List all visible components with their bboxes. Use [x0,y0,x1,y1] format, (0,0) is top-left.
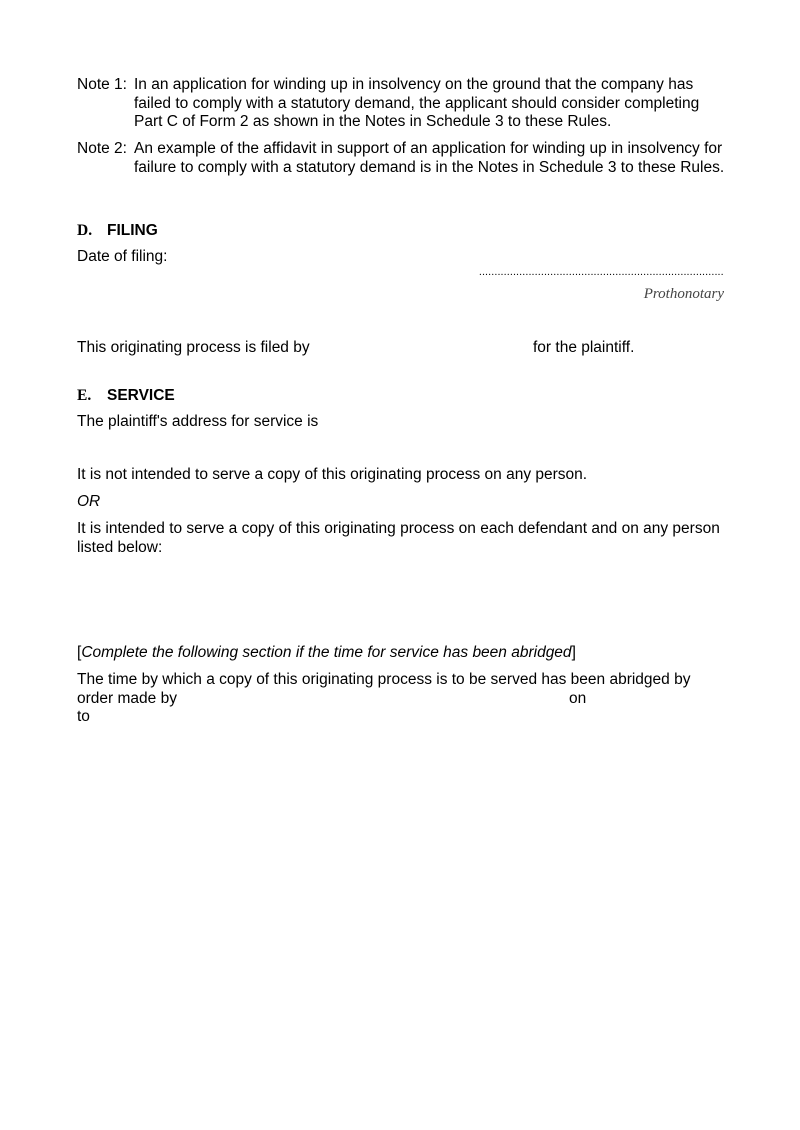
for-plaintiff-label: for the plaintiff. [533,339,635,356]
note-1-text: In an application for winding up in insolvency on the ground that the company has failed to comply with a statutory demand, the applicant should consider completing Part C of Form 2 as shown in the Notes in Schedule 3 to these Rules. [134,76,700,130]
note-2 [77,140,727,177]
abridged-instruction [77,644,576,662]
bracket-close: ] [571,644,576,661]
date-of-filing-label: Date of filing: [77,248,168,265]
abridged-line-1: The time by which a copy of this originating process is to be served has been abridged by [77,671,691,688]
order-made-by-label: order made by [77,690,177,707]
section-e-heading [77,387,175,405]
signature-line: ............................................................................... [479,268,724,278]
section-e-letter: E. [77,387,92,404]
note-1 [77,76,727,132]
intended-text: It is intended to serve a copy of this originating process on each defendant and on any person listed below: [77,520,720,556]
section-d-letter: D. [77,222,93,239]
on-label: on [569,690,587,707]
section-e-title: SERVICE [107,387,175,404]
or-text: OR [77,493,101,510]
to-label: to [77,708,90,725]
abridged-instruction-text: Complete the following section if the time for service has been abridged [81,644,572,661]
not-intended-text: It is not intended to serve a copy of this originating process on any person. [77,466,588,483]
note-2-label: Note 2: [77,140,127,157]
address-for-service-label: The plaintiff's address for service is [77,413,319,430]
note-2-text: An example of the affidavit in support of an application for winding up in insolvency for failure to comply with a statutory demand is in the Notes in Schedule 3 to these Rules. [134,140,725,176]
bracket-open: [ [77,644,82,661]
section-d-title: FILING [107,222,158,239]
section-d-heading [77,222,158,240]
filed-by-label: This originating process is filed by [77,339,310,356]
note-1-label: Note 1: [77,76,127,93]
prothonotary-label: Prothonotary [643,286,724,302]
